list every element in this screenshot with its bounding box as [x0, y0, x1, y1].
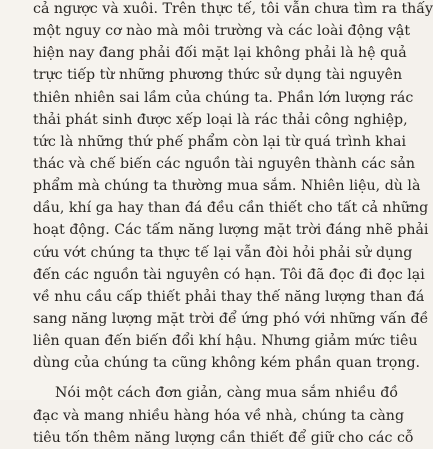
- text-line: liên quan đến biến đổi khí hậu. Nhưng giảm mức tiêu: [33, 333, 418, 350]
- text-line: thác và chế biến các nguồn tài nguyên thành các sản: [33, 155, 416, 172]
- text-line: đến các nguồn tài nguyên có hạn. Tôi đã đọc đi đọc lại: [33, 266, 425, 283]
- text-line: sang năng lượng mặt trời để ứng phó với những vấn đề: [33, 310, 429, 327]
- paragraph-1: [33, 0, 433, 374]
- text-line: Nói một cách đơn giản, càng mua sắm nhiều đồ: [55, 385, 399, 402]
- text-line: trực tiếp từ những phương thức sử dụng tài nguyên: [33, 67, 403, 84]
- text-line: dùng của chúng ta cũng không kém phần quan trọng.: [33, 355, 421, 372]
- text-line: dầu, khí ga hay than đá đều cần thiết cho tất cả những: [33, 200, 429, 217]
- text-line: hoạt động. Các tấm năng lượng mặt trời đáng nhẽ phải: [33, 222, 429, 239]
- text-line: cả ngược và xuôi. Trên thực tế, tôi vẫn chưa tìm ra thấy: [33, 1, 433, 17]
- text-line: một nguy cơ nào mà môi trường và các loài động vật: [33, 23, 411, 40]
- text-line: thải phát sinh được xếp loại là rác thải công nghiệp,: [33, 111, 408, 128]
- text-line: đạc và mang nhiều hàng hóa về nhà, chúng ta càng: [33, 407, 405, 424]
- text-line: phẩm mà chúng ta thường mua sắm. Nhiên liệu, dù là: [33, 178, 421, 195]
- text-line: về nhu cầu cấp thiết phải thay thế năng lượng than đá: [33, 288, 425, 305]
- text-line: tức là những thứ phế phẩm còn lại từ quá trình khai: [33, 133, 407, 150]
- paragraph-gap: [33, 374, 373, 382]
- paragraph-2: [33, 382, 414, 448]
- text-line: thiên nhiên sai lầm của chúng ta. Phần lớn lượng rác: [33, 89, 414, 106]
- body-text: [33, 0, 433, 449]
- text-line: hiện nay đang phải đối mặt lại không phải là hệ quả: [33, 45, 407, 62]
- text-line: tiêu tốn thêm năng lượng cần thiết để giữ cho các cỗ: [33, 429, 414, 446]
- text-line: cứu vớt chúng ta thực tế lại vẫn đòi hỏi phải sử dụng: [33, 244, 413, 261]
